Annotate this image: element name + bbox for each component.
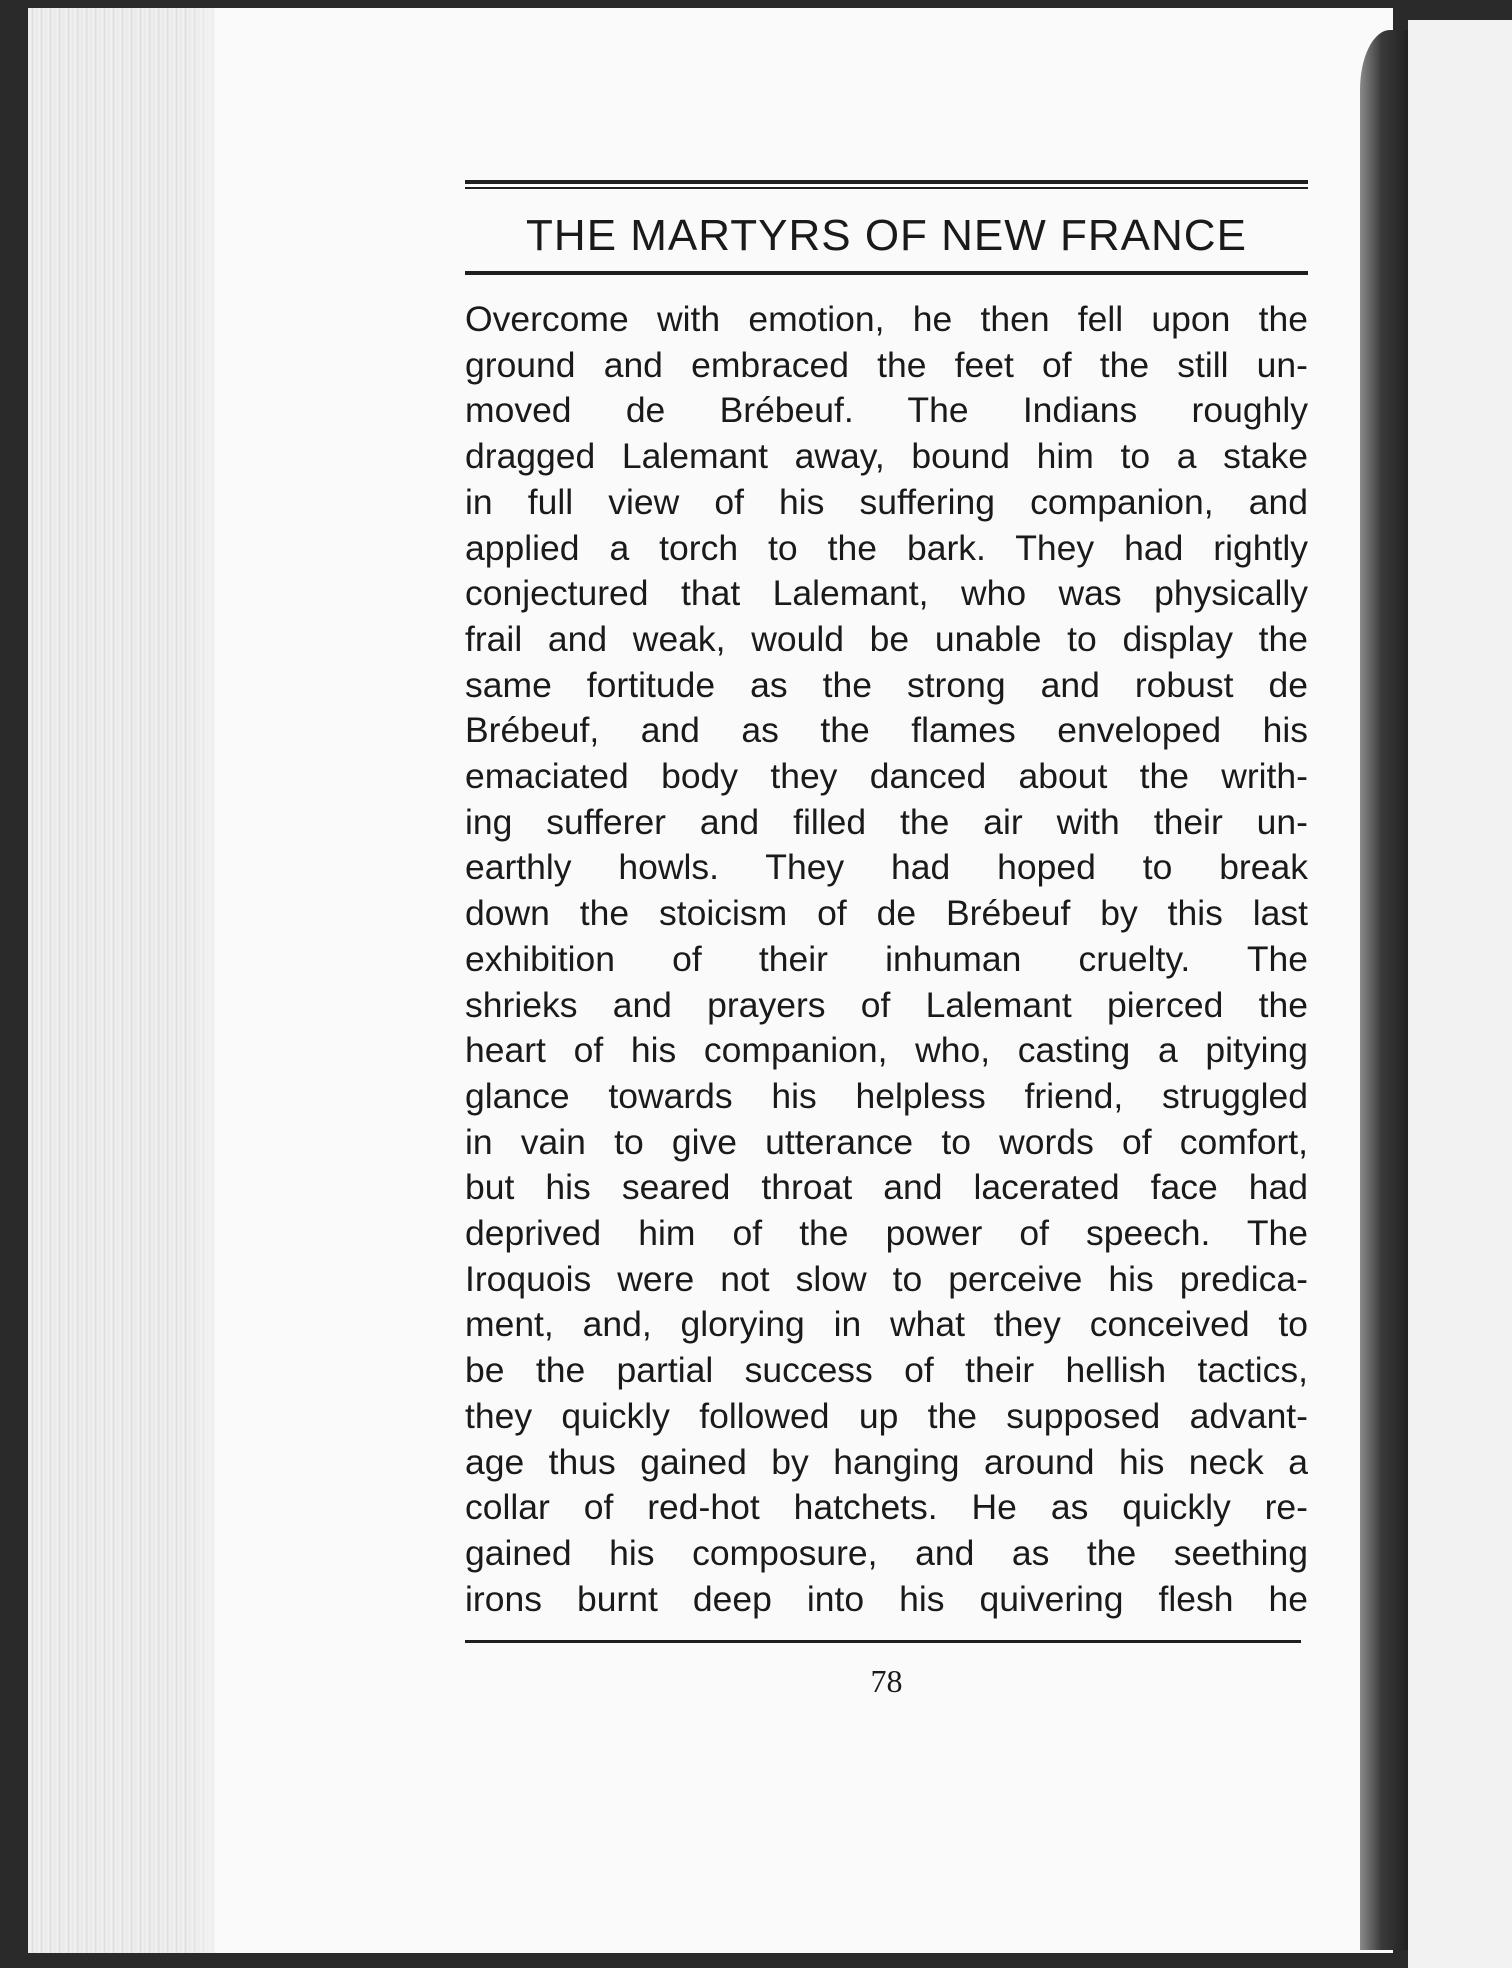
book-page-edges xyxy=(28,8,228,1953)
text-line: moved de Brébeuf. The Indians roughly xyxy=(465,390,1308,431)
text-line: in full view of his suffering companion, and xyxy=(465,481,1308,522)
text-line: ment, and, glorying in what they conceived to xyxy=(465,1304,1308,1345)
text-line: Iroquois were not slow to perceive his predica- xyxy=(465,1258,1308,1299)
text-line: dragged Lalemant away, bound him to a stake xyxy=(465,436,1308,477)
page-number: 78 xyxy=(870,1663,903,1700)
header-double-rule xyxy=(465,180,1308,189)
text-line: applied a torch to the bark. They had rightly xyxy=(465,527,1308,568)
text-line: irons burnt deep into his quivering flesh he xyxy=(465,1578,1308,1619)
facing-page-edge xyxy=(1408,20,1512,1968)
text-line: but his seared throat and lacerated face had xyxy=(465,1167,1308,1208)
text-line: glance towards his helpless friend, struggled xyxy=(465,1075,1308,1116)
text-line: earthly howls. They had hoped to break xyxy=(465,847,1308,888)
text-line: ing sufferer and filled the air with their un- xyxy=(465,801,1308,842)
text-line: conjectured that Lalemant, who was physically xyxy=(465,573,1308,614)
text-line: Brébeuf, and as the flames enveloped his xyxy=(465,710,1308,751)
text-line: ground and embraced the feet of the still un- xyxy=(465,344,1308,385)
page-content xyxy=(465,180,1308,1700)
text-line: Overcome with emotion, he then fell upon the xyxy=(465,299,1308,339)
text-line: deprived him of the power of speech. The xyxy=(465,1213,1308,1254)
text-line: be the partial success of their hellish tactics, xyxy=(465,1350,1308,1391)
text-line: shrieks and prayers of Lalemant pierced the xyxy=(465,984,1308,1025)
footer-rule xyxy=(465,1640,1301,1643)
text-line: exhibition of their inhuman cruelty. The xyxy=(465,938,1308,979)
text-line: emaciated body they danced about the writh- xyxy=(465,756,1308,797)
body-text xyxy=(465,297,1308,1622)
running-head: THE MARTYRS OF NEW FRANCE xyxy=(526,211,1247,260)
text-line: collar of red-hot hatchets. He as quickly re- xyxy=(465,1487,1308,1528)
text-line: frail and weak, would be unable to display the xyxy=(465,618,1308,659)
text-line: age thus gained by hanging around his neck a xyxy=(465,1441,1308,1482)
header-rule xyxy=(465,271,1308,275)
text-line: they quickly followed up the supposed advant- xyxy=(465,1395,1308,1436)
text-line: in vain to give utterance to words of comfort, xyxy=(465,1121,1308,1162)
text-line: same fortitude as the strong and robust de xyxy=(465,664,1308,705)
text-line: gained his composure, and as the seething xyxy=(465,1532,1308,1573)
text-line: heart of his companion, who, casting a pitying xyxy=(465,1030,1308,1071)
text-line: down the stoicism of de Brébeuf by this last xyxy=(465,893,1308,934)
book-gutter-shadow xyxy=(1360,30,1414,1950)
